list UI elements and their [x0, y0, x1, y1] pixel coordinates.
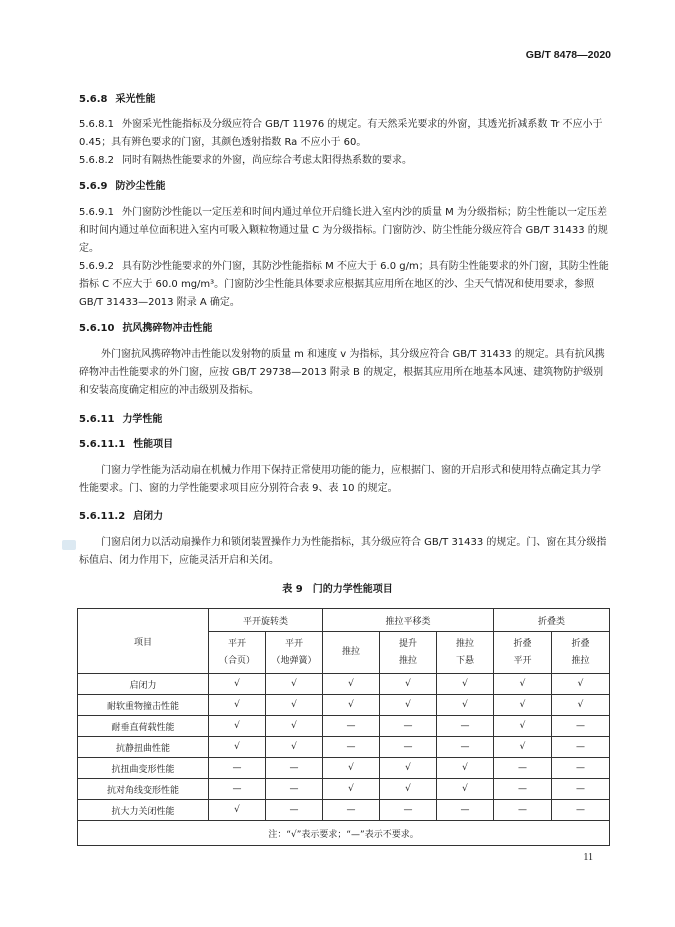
- table-cell: —: [266, 779, 323, 800]
- table-cell: √: [437, 695, 494, 716]
- table-cell: √: [323, 779, 380, 800]
- subheader-cell: 折叠 平开: [494, 632, 552, 674]
- clause-text: 具有防沙性能要求的外门窗，其防沙性能指标 M 不应大于 6.0 g/m；具有防尘性能要求的外门窗，其防尘性能指标 C 不应大于 60.0 mg/m³。门窗防沙尘性能具体要求应根据其应用所在地区的沙、尘天气情况和使用要求，参照 GB/T 31433—2013 附录 A 确定。: [79, 261, 609, 308]
- section-number: 5.6.10: [79, 323, 115, 334]
- section-title: 性能项目: [133, 439, 174, 450]
- table-cell: √: [552, 695, 610, 716]
- table-cell: —: [494, 800, 552, 821]
- table-cell: —: [266, 758, 323, 779]
- section-title: 力学性能: [122, 414, 163, 425]
- section-heading-5-6-11-1: [79, 436, 609, 454]
- clause-5-6-9-1: [79, 204, 609, 258]
- clause-text: 外门窗防沙性能以一定压差和时间内通过单位开启缝长进入室内沙的质量 M 为分级指标；防尘性能以一定压差和时间内通过单位面积进入室内可吸入颗粒物通过量 C 为分级指标。门窗防沙、防尘性能分级应符合 GB/T 31433 的规定。: [79, 207, 608, 254]
- section-heading-5-6-10: [79, 320, 609, 338]
- table-cell: √: [437, 779, 494, 800]
- row-item-label: 耐垂直荷载性能: [78, 716, 209, 737]
- table-cell: —: [323, 737, 380, 758]
- clause-number: 5.6.9.1: [79, 207, 114, 218]
- row-item-label: 抗大力关闭性能: [78, 800, 209, 821]
- body-paragraph-5-6-10: 外门窗抗风携碎物冲击性能以发射物的质量 m 和速度 v 为指标，其分级应符合 GB/T 31433 的规定。具有抗风携碎物冲击性能要求的外门窗，应按 GB/T 29738—2013 附录 B 的规定，根据其应用所在地基本风速、建筑物防护级别和安装高度确定相应的冲击级别及指标。: [79, 349, 605, 396]
- table-row: [78, 779, 610, 800]
- section-title: 抗风携碎物冲击性能: [122, 323, 213, 334]
- group-header-sliding: 推拉平移类: [323, 609, 494, 632]
- table-cell: √: [380, 758, 437, 779]
- table-group-header-row: [78, 609, 610, 632]
- section-title: 防沙尘性能: [115, 181, 166, 192]
- table-cell: —: [552, 779, 610, 800]
- table-cell: —: [380, 737, 437, 758]
- table-cell: √: [266, 716, 323, 737]
- group-header-folding: 折叠类: [494, 609, 610, 632]
- table-cell: √: [209, 800, 266, 821]
- table-cell: √: [494, 737, 552, 758]
- table-row: [78, 737, 610, 758]
- clause-5-6-8-2: [79, 152, 609, 170]
- table-cell: —: [437, 800, 494, 821]
- table-cell: —: [552, 737, 610, 758]
- table-row: [78, 758, 610, 779]
- watermark-stamp-icon: [62, 540, 76, 550]
- table-cell: √: [494, 674, 552, 695]
- table-row: [78, 716, 610, 737]
- table-cell: √: [209, 716, 266, 737]
- table-cell: √: [266, 737, 323, 758]
- table-cell: √: [380, 674, 437, 695]
- section-number: 5.6.8: [79, 94, 108, 105]
- table-title: 表 9 门的力学性能项目: [282, 584, 393, 595]
- table-row: [78, 674, 610, 695]
- subheader-cell: 折叠 推拉: [552, 632, 610, 674]
- table-note-row: [78, 821, 610, 846]
- clause-text: 外窗采光性能指标及分级应符合 GB/T 11976 的规定。有天然采光要求的外窗，其透光折减系数 Tr 不应小于 0.45；具有辨色要求的门窗，其颜色透射指数 Ra 不应小于 60。: [79, 119, 603, 148]
- subheader-cell: 推拉: [323, 632, 380, 674]
- subheader-cell: 平开 （合页）: [209, 632, 266, 674]
- table-cell: —: [380, 716, 437, 737]
- clause-number: 5.6.9.2: [79, 261, 114, 272]
- table-cell: √: [266, 674, 323, 695]
- section-title: 启闭力: [133, 511, 164, 522]
- table-cell: —: [380, 800, 437, 821]
- row-item-label: 启闭力: [78, 674, 209, 695]
- table-cell: √: [494, 716, 552, 737]
- standard-code-header: GB/T 8478—2020: [525, 49, 611, 61]
- row-item-label: 抗扭曲变形性能: [78, 758, 209, 779]
- table-cell: —: [209, 779, 266, 800]
- table-cell: —: [323, 800, 380, 821]
- table-cell: √: [552, 674, 610, 695]
- section-heading-5-6-11: [79, 411, 609, 429]
- table-corner-header: 项目: [78, 609, 209, 674]
- subheader-cell: 推拉 下悬: [437, 632, 494, 674]
- group-header-swing: 平开旋转类: [209, 609, 323, 632]
- body-paragraph-5-6-11-1: 门窗力学性能为活动扇在机械力作用下保持正常使用功能的能力，应根据门、窗的开启形式和使用特点确定其力学性能要求。门、窗的力学性能要求项目应分别符合表 9、表 10 的规定。: [79, 465, 601, 494]
- table-row: [78, 800, 610, 821]
- table-cell: √: [323, 674, 380, 695]
- table-cell: √: [266, 695, 323, 716]
- table-row: [78, 695, 610, 716]
- table-cell: √: [209, 737, 266, 758]
- clause-5-6-9-2: [79, 258, 609, 312]
- table-cell: √: [380, 695, 437, 716]
- subheader-cell: 平开 （地弹簧）: [266, 632, 323, 674]
- row-item-label: 抗静扭曲性能: [78, 737, 209, 758]
- table-cell: —: [266, 800, 323, 821]
- section-heading-5-6-11-2: [79, 508, 609, 526]
- table-cell: √: [209, 674, 266, 695]
- subheader-cell: 提升 推拉: [380, 632, 437, 674]
- table-cell: √: [437, 674, 494, 695]
- clause-5-6-8-1: [79, 116, 609, 152]
- row-item-label: 耐软重物撞击性能: [78, 695, 209, 716]
- table-cell: —: [323, 716, 380, 737]
- section-title: 采光性能: [115, 94, 156, 105]
- table-cell: —: [552, 716, 610, 737]
- clause-text: 同时有隔热性能要求的外窗，尚应综合考虑太阳得热系数的要求。: [122, 155, 412, 166]
- section-number: 5.6.11.1: [79, 439, 126, 450]
- table-cell: √: [380, 779, 437, 800]
- section-heading-5-6-8: [79, 91, 609, 109]
- table-cell: —: [437, 737, 494, 758]
- table-cell: —: [494, 758, 552, 779]
- section-number: 5.6.11: [79, 414, 115, 425]
- table-cell: √: [323, 695, 380, 716]
- clause-number: 5.6.8.1: [79, 119, 114, 130]
- table-cell: —: [494, 779, 552, 800]
- table-note: 注：“√”表示要求；“—”表示不要求。: [78, 821, 610, 846]
- table-cell: —: [437, 716, 494, 737]
- page-number: 11: [583, 852, 593, 863]
- table-cell: √: [209, 695, 266, 716]
- table-cell: —: [552, 800, 610, 821]
- table-cell: √: [323, 758, 380, 779]
- clause-number: 5.6.8.2: [79, 155, 114, 166]
- body-paragraph-5-6-11-2: 门窗启闭力以活动扇操作力和锁闭装置操作力为性能指标，其分级应符合 GB/T 31433 的规定。门、窗在其分级指标值启、闭力作用下，应能灵活开启和关闭。: [79, 537, 607, 566]
- table-cell: —: [209, 758, 266, 779]
- table-cell: √: [437, 758, 494, 779]
- mechanical-properties-table: [77, 608, 610, 846]
- row-item-label: 抗对角线变形性能: [78, 779, 209, 800]
- section-number: 5.6.11.2: [79, 511, 126, 522]
- table-cell: √: [494, 695, 552, 716]
- section-number: 5.6.9: [79, 181, 108, 192]
- table-cell: —: [552, 758, 610, 779]
- section-heading-5-6-9: [79, 178, 609, 196]
